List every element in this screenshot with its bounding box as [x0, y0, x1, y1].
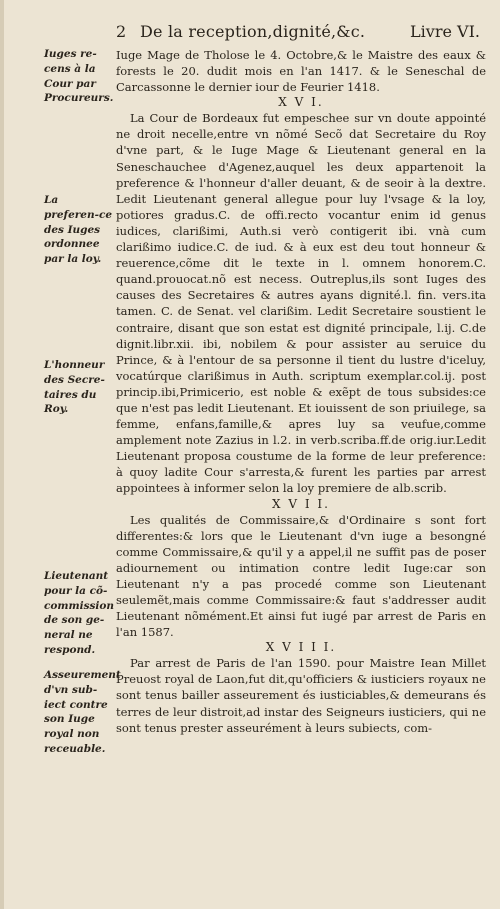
section-heading: X V I.	[278, 95, 324, 110]
margin-note: Lieutenant pour la cõ-commission de son ge-neral ne respond.	[44, 570, 115, 656]
opening-paragraph: Iuge Mage de Tholose le 4. Octobre,& le Maistre des eaux & forests le 20. dudit mois en l'an 1417. & le Seneschal de Carcassonne le dernier iour de Feurier 1418.	[116, 48, 486, 95]
margin-note: L'honneur des Secre-taires du Roy.	[44, 359, 105, 416]
book-number: Livre VI.	[410, 22, 480, 41]
section-heading: X V I I I.	[265, 640, 337, 655]
paragraph: La Cour de Bordeaux fut empeschee sur vn doute appointé ne droit necelle,entre vn nõmé Secõ dat Secretaire du Roy d'vne part, & le Iuge Mage & Lieutenant general en la Seneschauchee d'Agenez,auquel les deux appartenoit la preference & l'honneur d'aller deuant, & de seoir à la dextre. Ledit Lieutenant general allegue pour luy l'vsage & la loy, potiores gradus.C. de offi.recto vocantur enim id genus iudices, clarißimi, Auth.si verò contigerit ibi. vnà cum clarißimo iudice.C. de iud. & à eux est deu tout honneur & reuerence,cõme dit le texte in l. omnem honorem.C. quand.prouocat.nõ est necess. Outreplus,ils sont Iuges des causes des Secretaires & autres ayans dignité.l. fin. vers.ita tamen. C. de Senat. vel clarißim. Ledit Secretaire soustient le contraire, disant que son estat est dignité principale, l.ij. C.de dignit.libr.xii. ibi, nobilem & pour assister au seruice du Prince, & à l'entour de sa personne il tient du lustre d'iceluy, vocatúrque clarißimus in Auth. scriptum exemplar.col.ij. post princip.ibi,Primicerio, est noble & exẽpt de tous subsides:ce que n'est pas ledit Lieutenant. Et iouissent de son priuilege, sa femme, enfans,famille,& apres luy sa veufue,comme amplement note Zazius in l.2. in verb.scriba.ff.de orig.iur.Ledit Lieutenant proposa coustume de la forme de leur preference: à quoy ladite Cour s'arresta,& furent les parties par arrest appointees à informer selon la loy premiere de alb.scrib.	[116, 111, 486, 496]
running-header	[116, 22, 488, 44]
section-heading: X V I I.	[272, 496, 330, 511]
running-title: De la reception,dignité,&c.	[140, 22, 366, 41]
margin-note: Iuges re-cens à la Cour par Procureurs.	[44, 48, 114, 105]
body-text	[116, 47, 486, 736]
paragraph: Par arrest de Paris de l'an 1590. pour Maistre Iean Millet Preuost royal de Laon,fut dit,qu'officiers & iusticiers royaux ne sont tenus bailler asseurement és iusticiables,& demeurans és terres de leur distroit,ad instar des Seigneurs iusticiers, qui ne sont tenus prester asseurément à leurs subiects, com-	[116, 656, 486, 735]
margin-note: Asseurement d'vn sub-iect contre son Iuge royal non receuable.	[44, 669, 121, 755]
page-number: 2	[116, 22, 127, 41]
paragraph: Les qualités de Commissaire,& d'Ordinaire s sont fort differentes:& lors que le Lieutenant d'vn iuge a besongné comme Commissaire,& qu'il y a appel,il ne suffit pas de poser adiournement ou intimation contre ledit Iuge:car son Lieutenant n'y a pas procedé comme son Lieutenant seulemẽt,mais comme Commissaire:& faut s'addresser audit Lieutenant nõmément.Et ainsi fut iugé par arrest de Paris en l'an 1587.	[116, 512, 486, 640]
margin-note: La preferen-ce des Iuges ordonnee par la loy.	[44, 194, 113, 266]
